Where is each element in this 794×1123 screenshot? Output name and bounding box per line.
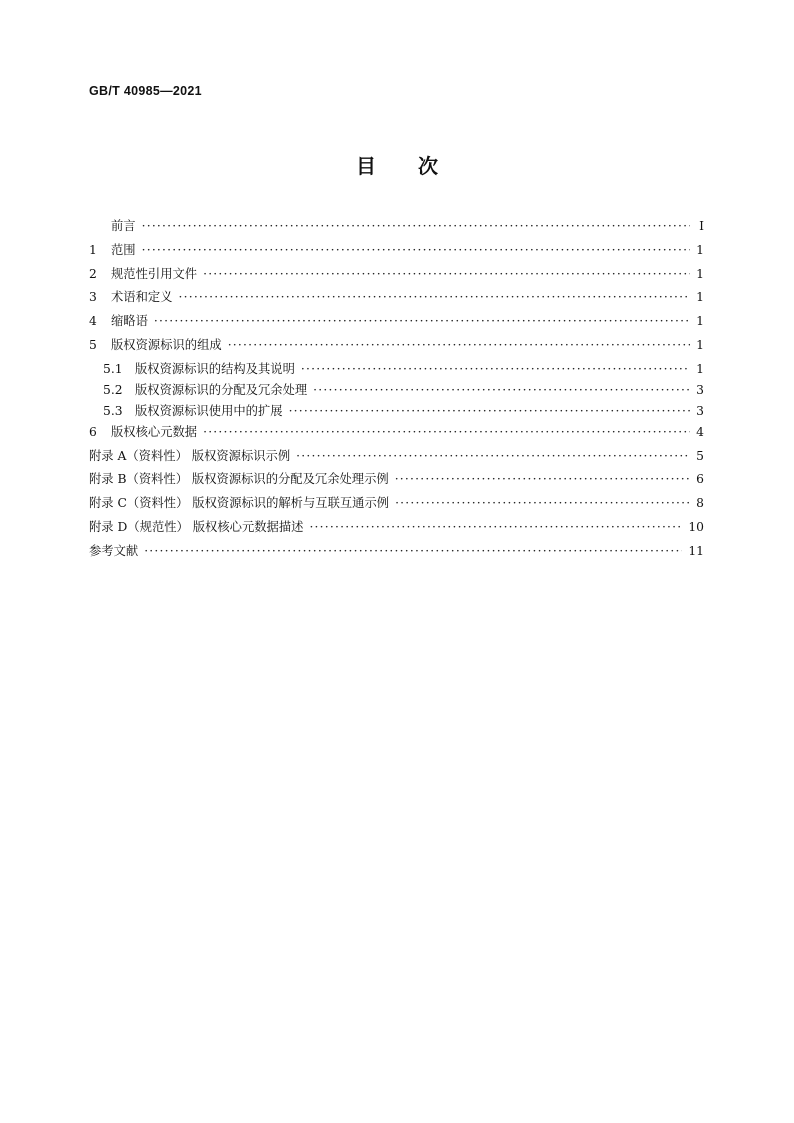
- toc-section-number: 5.3: [103, 403, 123, 418]
- toc-page-number: 6: [696, 472, 704, 487]
- title-char-1: 目: [356, 154, 376, 178]
- toc-entry[interactable]: [89, 493, 704, 517]
- page-title: [0, 150, 794, 179]
- toc-entry[interactable]: [89, 517, 704, 541]
- toc-entry[interactable]: [89, 469, 704, 493]
- toc-label: 附录 C（资料性） 版权资源标识的解析与互联互通示例: [89, 496, 390, 511]
- toc-entry[interactable]: [89, 216, 704, 240]
- toc-leader-dots: [179, 290, 691, 304]
- toc-page-number: 8: [696, 496, 704, 511]
- toc-entry[interactable]: [89, 311, 704, 335]
- toc-entry[interactable]: [89, 446, 704, 470]
- toc-subentry[interactable]: [89, 380, 704, 401]
- toc-page-number: 5: [696, 448, 704, 463]
- toc-page-number: 1: [696, 266, 704, 281]
- toc-page-number: 1: [696, 361, 704, 376]
- toc-entry[interactable]: [89, 240, 704, 264]
- toc-entry[interactable]: [89, 335, 704, 359]
- toc-label: 前言: [111, 219, 136, 233]
- toc-section-number: 1: [89, 242, 97, 257]
- toc-subentry[interactable]: [89, 359, 704, 380]
- title-char-2: 次: [418, 154, 438, 178]
- toc-page-number: Ⅰ: [699, 219, 704, 233]
- toc-leader-dots: [313, 383, 690, 397]
- toc-page-number: 1: [696, 314, 704, 329]
- toc-label: 版权资源标识的结构及其说明: [135, 361, 295, 376]
- toc-page-number: 1: [696, 337, 704, 352]
- toc-label: 版权核心元数据: [111, 424, 198, 439]
- toc-subentry[interactable]: [89, 401, 704, 422]
- toc-label: 附录 A（资料性） 版权资源标识示例: [89, 448, 291, 463]
- toc-leader-dots: [228, 338, 690, 352]
- toc-entry[interactable]: [89, 422, 704, 446]
- toc-leader-dots: [144, 544, 682, 558]
- toc-section-number: 6: [89, 424, 97, 439]
- toc-label: 版权资源标识的分配及冗余处理: [135, 382, 308, 397]
- toc-label: 版权资源标识使用中的扩展: [135, 403, 283, 418]
- toc-section-number: 5: [89, 337, 97, 352]
- toc-entry[interactable]: [89, 287, 704, 311]
- toc-section-number: 2: [89, 266, 97, 281]
- toc-leader-dots: [395, 472, 690, 486]
- standard-code: GB/T 40985—2021: [89, 84, 202, 98]
- toc-label: 参考文献: [89, 543, 139, 558]
- toc-leader-dots: [296, 449, 690, 463]
- toc-page-number: 1: [696, 242, 704, 257]
- toc-label: 附录 B（资料性） 版权资源标识的分配及冗余处理示例: [89, 472, 389, 487]
- toc-leader-dots: [301, 362, 690, 376]
- toc-leader-dots: [289, 404, 690, 418]
- toc-label: 版权资源标识的组成: [111, 337, 222, 352]
- toc-leader-dots: [309, 520, 682, 534]
- toc-page-number: 1: [696, 290, 704, 305]
- toc-leader-dots: [203, 425, 690, 439]
- toc-page-number: 3: [696, 403, 704, 418]
- toc-entry[interactable]: [89, 264, 704, 288]
- toc-page-number: 10: [688, 519, 704, 534]
- table-of-contents: [89, 216, 704, 565]
- toc-leader-dots: [203, 267, 690, 281]
- toc-section-number: 4: [89, 314, 97, 329]
- toc-leader-dots: [142, 219, 690, 233]
- toc-page-number: 11: [688, 543, 704, 558]
- toc-section-number: 3: [89, 290, 97, 305]
- toc-page-number: 3: [696, 382, 704, 397]
- toc-label: 术语和定义: [111, 290, 173, 305]
- toc-leader-dots: [142, 243, 690, 257]
- toc-label: 范围: [111, 242, 136, 257]
- toc-page-number: 4: [696, 424, 704, 439]
- toc-label: 规范性引用文件: [111, 266, 198, 281]
- toc-label: 附录 D（规范性） 版权核心元数据描述: [89, 519, 304, 534]
- toc-leader-dots: [154, 314, 690, 328]
- toc-entry[interactable]: [89, 541, 704, 565]
- toc-section-number: 5.2: [103, 382, 123, 397]
- toc-leader-dots: [395, 496, 690, 510]
- toc-section-number: 5.1: [103, 361, 123, 376]
- toc-label: 缩略语: [111, 314, 148, 329]
